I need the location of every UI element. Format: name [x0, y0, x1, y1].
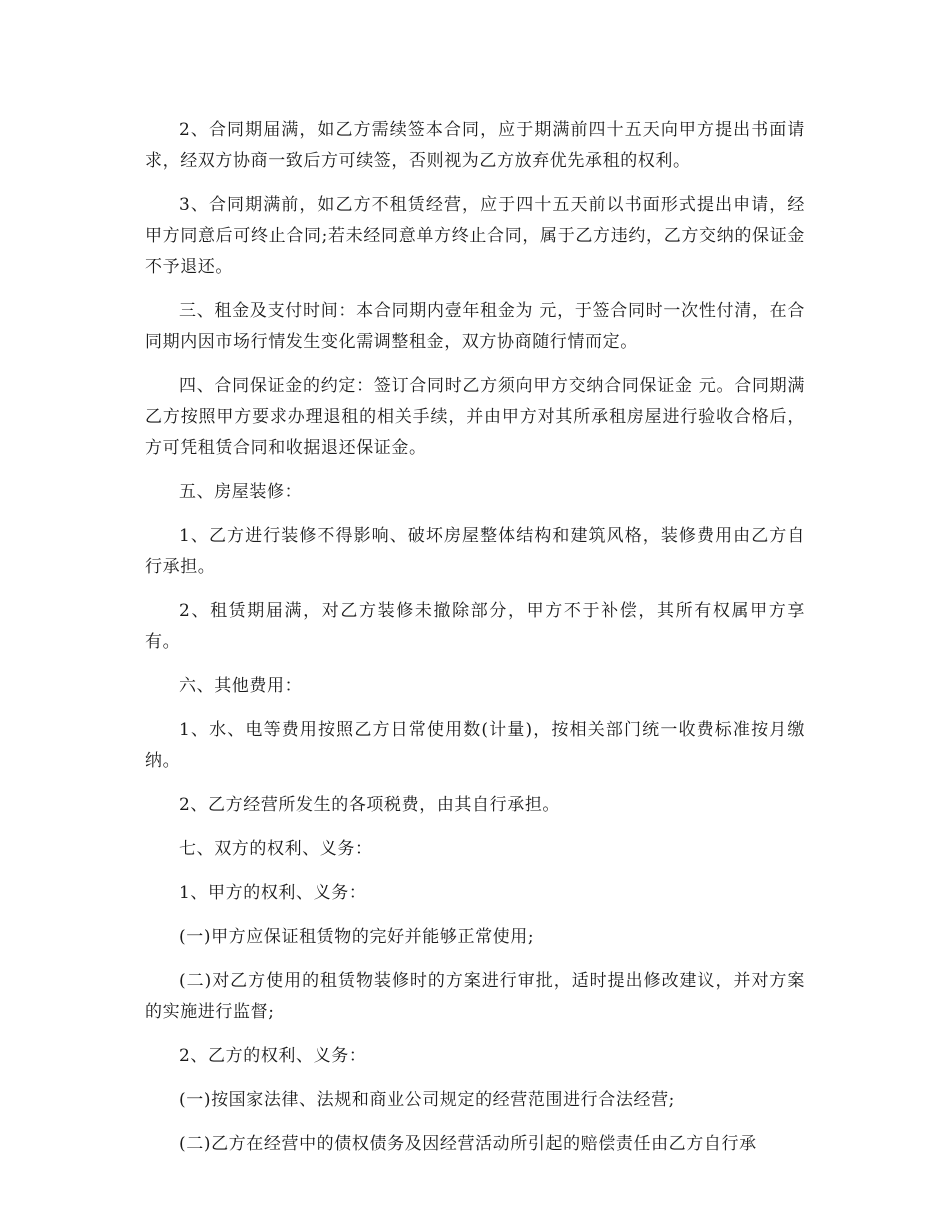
- heading-renovation: 五、房屋装修：: [179, 482, 303, 502]
- paragraph-renewal: 2、合同期届满，如乙方需续签本合同，应于期满前四十五天向甲方提出书面请求，经双方协商一致后方可续签，否则视为乙方放弃优先承租的权利。: [145, 120, 805, 171]
- paragraph-party-b-1: (一)按国家法律、法规和商业公司规定的经营范围进行合法经营;: [179, 1090, 675, 1110]
- paragraph-deposit: 四、合同保证金的约定：签订合同时乙方须向甲方交纳合同保证金 元。合同期满乙方按照甲方要求办理退租的相关手续，并由甲方对其所承租房屋进行验收合格后，方可凭租赁合同和收据退还保证金。: [145, 376, 805, 458]
- paragraph-fees-1: 1、水、电等费用按照乙方日常使用数(计量)，按相关部门统一收费标准按月缴纳。: [145, 720, 805, 771]
- document-page: [145, 115, 805, 1173]
- paragraph-rent-payment: 三、租金及支付时间：本合同期内壹年租金为 元，于签合同时一次性付清，在合同期内因市场行情发生变化需调整租金，双方协商随行情而定。: [145, 301, 805, 352]
- paragraph-renovation-1: 1、乙方进行装修不得影响、破坏房屋整体结构和建筑风格，装修费用由乙方自行承担。: [145, 526, 805, 577]
- heading-party-b: 2、乙方的权利、义务：: [179, 1046, 367, 1066]
- heading-other-fees: 六、其他费用：: [179, 676, 303, 696]
- paragraph-fees-2: 2、乙方经营所发生的各项税费，由其自行承担。: [179, 795, 561, 815]
- paragraph-party-a-2: (二)对乙方使用的租赁物装修时的方案进行审批，适时提出修改建议，并对方案的实施进行监督;: [145, 971, 805, 1022]
- paragraph-renovation-2: 2、租赁期届满，对乙方装修未撤除部分，甲方不于补偿，其所有权属甲方享有。: [145, 601, 805, 652]
- paragraph-party-b-2: (二)乙方在经营中的债权债务及因经营活动所引起的赔偿责任由乙方自行承: [179, 1134, 757, 1154]
- paragraph-party-a-1: (一)甲方应保证租赁物的完好并能够正常使用;: [179, 927, 535, 947]
- heading-party-a: 1、甲方的权利、义务：: [179, 883, 367, 903]
- heading-rights-obligations: 七、双方的权利、义务：: [179, 839, 373, 859]
- paragraph-early-termination: 3、合同期满前，如乙方不租赁经营，应于四十五天前以书面形式提出申请，经甲方同意后可终止合同;若未经同意单方终止合同，属于乙方违约，乙方交纳的保证金不予退还。: [145, 195, 805, 277]
